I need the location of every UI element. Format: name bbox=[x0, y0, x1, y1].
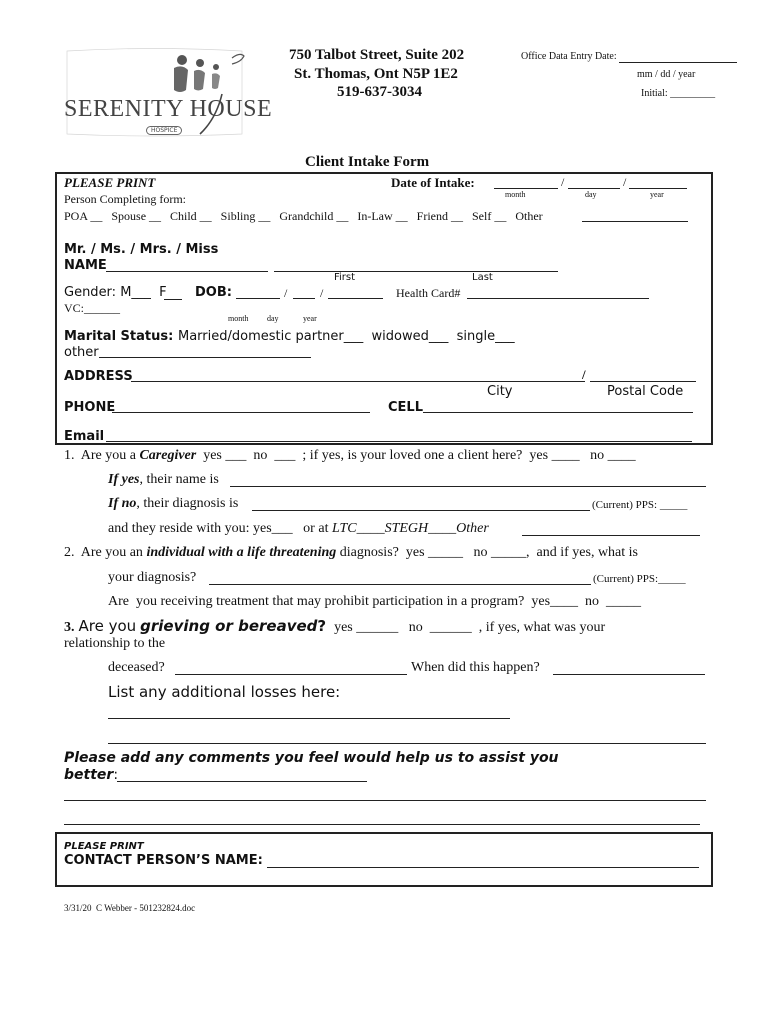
address-field[interactable] bbox=[131, 381, 585, 382]
header-address-1: 750 Talbot Street, Suite 202 bbox=[289, 47, 465, 63]
intake-year-field[interactable] bbox=[629, 188, 687, 189]
q3-num: 3. bbox=[64, 620, 75, 635]
q3-deceased-field[interactable] bbox=[175, 674, 407, 675]
address-slash: / bbox=[582, 367, 586, 382]
q3-emph: grieving or bereaved bbox=[140, 617, 318, 635]
intake-month-label: month bbox=[505, 190, 526, 199]
date-of-intake-label: Date of Intake: bbox=[391, 175, 475, 190]
city-caption: City bbox=[487, 384, 513, 399]
health-card-field[interactable] bbox=[467, 298, 649, 299]
q3-a: Are you bbox=[78, 617, 137, 635]
q1-name-line bbox=[108, 472, 219, 488]
intake-day-field[interactable] bbox=[568, 188, 620, 189]
q3-losses-label: List any additional losses here: bbox=[108, 683, 341, 701]
q1-reside-line: and they reside with you: yes___ or at LTC____STEGH____Other bbox=[108, 521, 489, 536]
q2-rest[interactable]: diagnosis? yes _____ no _____, and if yes, what is bbox=[339, 545, 638, 560]
contact-please-print: PLEASE PRINT bbox=[64, 841, 144, 852]
intake-month-field[interactable] bbox=[494, 188, 558, 189]
comments-field-1[interactable] bbox=[64, 800, 706, 801]
q1-diag-is: , their diagnosis is bbox=[136, 496, 239, 511]
dob-year-field[interactable] bbox=[328, 298, 383, 299]
q3-line bbox=[64, 617, 605, 636]
dob-slash-1: / bbox=[284, 286, 288, 300]
q1-if-no: If no bbox=[108, 496, 137, 511]
dob-day-caption: day bbox=[267, 314, 279, 323]
q2-pps[interactable]: (Current) PPS:_____ bbox=[593, 573, 686, 585]
relation-other-field[interactable] bbox=[582, 221, 688, 222]
header-address-2: St. Thomas, Ont N5P 1E2 bbox=[294, 66, 458, 82]
q3-when-field[interactable] bbox=[553, 674, 705, 675]
q2-diag-field[interactable] bbox=[209, 584, 591, 585]
dob-label: DOB: bbox=[195, 285, 232, 300]
comments-better: better bbox=[64, 767, 114, 783]
postal-caption: Postal Code bbox=[607, 384, 684, 399]
q2-treatment[interactable]: Are you receiving treatment that may prohibit participation in a program? yes____ no _____ bbox=[108, 594, 642, 609]
dob-day-field[interactable] bbox=[293, 298, 315, 299]
comments-field-0[interactable] bbox=[117, 781, 367, 782]
q1-diag-line bbox=[108, 496, 238, 512]
vc-field[interactable]: VC:______ bbox=[64, 301, 121, 315]
office-date-format: mm / dd / year bbox=[637, 69, 696, 80]
q3-rest[interactable]: yes ______ no ______ , if yes, what was your bbox=[334, 620, 606, 635]
logo-sub: HOSPICE bbox=[146, 126, 182, 135]
intake-year-label: year bbox=[650, 190, 664, 199]
salutation-label: Mr. / Ms. / Mrs. / Miss bbox=[64, 242, 219, 257]
marital-other-label: other bbox=[64, 345, 99, 360]
q1-other: Other bbox=[456, 521, 489, 536]
q1-pps[interactable]: (Current) PPS: _____ bbox=[592, 499, 688, 511]
email-label: Email bbox=[64, 429, 105, 444]
gender-f-field[interactable] bbox=[164, 299, 182, 300]
marital-other-field[interactable] bbox=[99, 357, 311, 358]
office-initial[interactable]: Initial: _________ bbox=[641, 88, 716, 99]
q3-relationship: relationship to the bbox=[64, 636, 166, 651]
dob-month-field[interactable] bbox=[236, 298, 280, 299]
cell-field[interactable] bbox=[423, 412, 693, 413]
q1-name-field[interactable] bbox=[230, 486, 706, 487]
marital-label: Marital Status: bbox=[64, 329, 174, 344]
q3-qm: ? bbox=[317, 617, 327, 635]
gender-label[interactable]: Gender: M___ F bbox=[64, 285, 167, 300]
q3-when-label: When did this happen? bbox=[411, 660, 540, 675]
comments-line-2: better: bbox=[64, 767, 119, 783]
dob-slash-2: / bbox=[320, 286, 324, 300]
contact-name-label: CONTACT PERSON’S NAME: bbox=[64, 853, 263, 868]
intake-slash-2: / bbox=[623, 175, 627, 189]
email-field[interactable] bbox=[106, 441, 692, 442]
q1-rest[interactable]: yes ___ no ___ ; if yes, is your loved one a client here? yes ____ no ____ bbox=[196, 448, 636, 463]
last-name-caption: Last bbox=[472, 272, 493, 283]
comments-line-1: Please add any comments you feel would help us to assist you bbox=[64, 750, 559, 766]
first-name-caption: First bbox=[334, 272, 356, 283]
name-first-field[interactable] bbox=[106, 271, 268, 272]
q1-prefix: 1. Are you a bbox=[64, 448, 136, 463]
health-card-label: Health Card# bbox=[396, 286, 461, 300]
dob-month-caption: month bbox=[228, 314, 249, 323]
q3-losses-field-1[interactable] bbox=[108, 718, 510, 719]
q1-ltc: LTC bbox=[331, 521, 357, 536]
q2-line bbox=[64, 545, 638, 561]
person-completing-label: Person Completing form: bbox=[64, 192, 186, 206]
logo bbox=[62, 46, 273, 141]
q1-stegh: STEGH bbox=[384, 521, 429, 536]
dob-year-caption: year bbox=[303, 314, 317, 323]
q1-line bbox=[64, 448, 636, 464]
logo-name: SERENITY HOUSE bbox=[64, 96, 273, 122]
q3-deceased-label: deceased? bbox=[108, 660, 165, 675]
comments-field-2[interactable] bbox=[64, 824, 700, 825]
relation-options[interactable]: POA __ Spouse __ Child __ Sibling __ Grandchild __ In-Law __ Friend __ Self __ Other bbox=[64, 209, 543, 223]
phone-label: PHONE bbox=[64, 400, 116, 415]
q2-emph: individual with a life threatening bbox=[146, 545, 337, 560]
name-label: NAME bbox=[64, 258, 107, 273]
office-entry-date-label: Office Data Entry Date: bbox=[521, 51, 617, 62]
contact-name-field[interactable] bbox=[267, 867, 699, 868]
q1-if-yes: If yes bbox=[108, 472, 140, 487]
marital-options[interactable]: Married/domestic partner___ widowed___ single___ bbox=[178, 329, 515, 344]
address-label: ADDRESS bbox=[64, 369, 133, 384]
postal-field[interactable] bbox=[590, 381, 696, 382]
footer-doc-id: 3/31/20 C Webber - 501232824.doc bbox=[64, 903, 196, 913]
q1-name-is: , their name is bbox=[139, 472, 219, 487]
q2-your-diag: your diagnosis? bbox=[108, 570, 197, 585]
form-title: Client Intake Form bbox=[305, 154, 430, 170]
q3-losses-field-2[interactable] bbox=[108, 743, 706, 744]
intake-slash-1: / bbox=[561, 175, 565, 189]
q1-caregiver: Caregiver bbox=[139, 448, 197, 463]
header-phone: 519-637-3034 bbox=[337, 84, 422, 100]
intake-day-label: day bbox=[585, 190, 597, 199]
q1-other-field[interactable] bbox=[522, 535, 700, 536]
name-last-field[interactable] bbox=[274, 271, 558, 272]
cell-label: CELL bbox=[388, 400, 423, 415]
please-print-label: PLEASE PRINT bbox=[64, 175, 156, 190]
q1-diag-field[interactable] bbox=[252, 510, 590, 511]
q1-reside[interactable]: and they reside with you: yes___ or at bbox=[108, 521, 329, 536]
office-entry-date-field[interactable] bbox=[619, 62, 737, 63]
phone-field[interactable] bbox=[112, 412, 370, 413]
q2-prefix: 2. Are you an bbox=[64, 545, 143, 560]
